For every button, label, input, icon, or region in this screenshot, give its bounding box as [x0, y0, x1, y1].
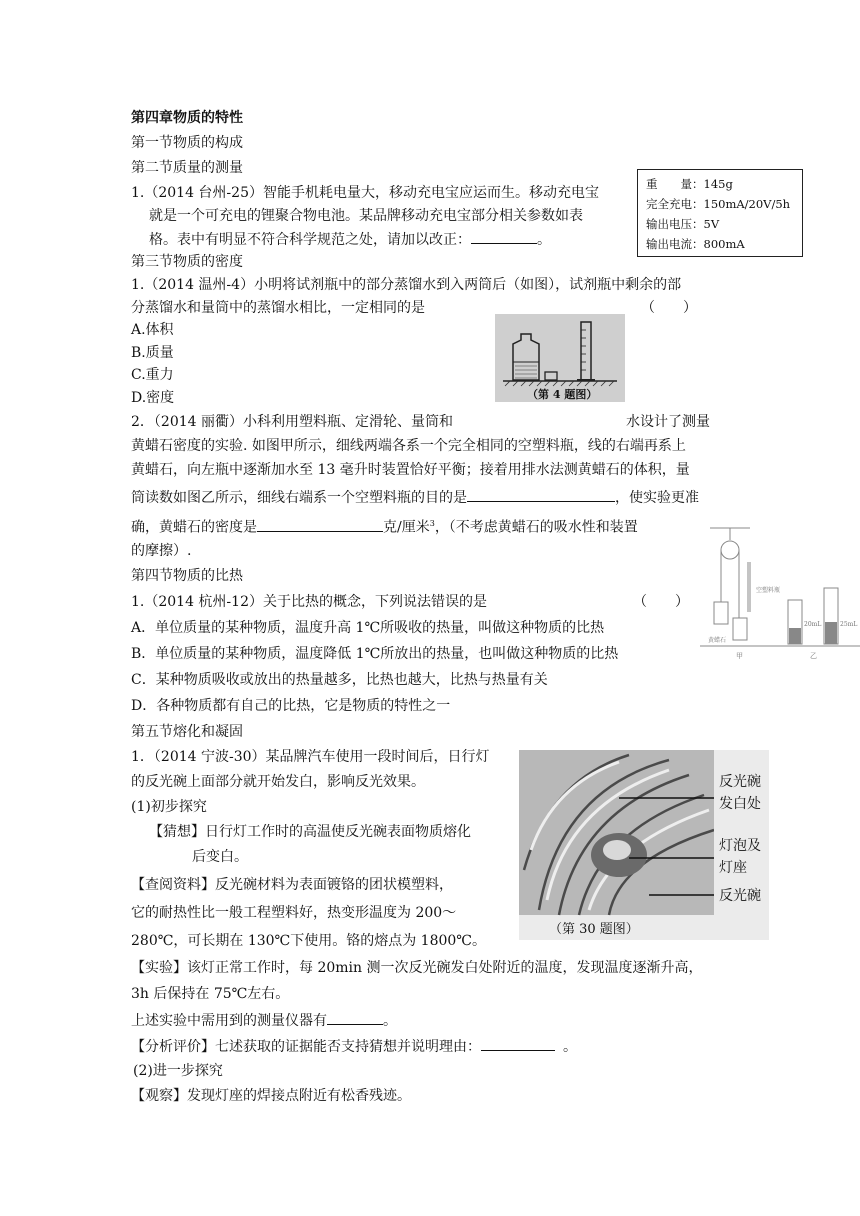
- answer-blank[interactable]: [467, 487, 615, 502]
- section-3-heading: 第三节物质的密度: [131, 254, 243, 270]
- spec-table: [637, 169, 803, 257]
- q3-2-line5-end: ，（不考虑黄蜡石的吸水性和装置: [434, 519, 638, 536]
- q5-1-hypothesis: 【猜想】日行灯工作时的高温使反光碗表面物质熔化: [149, 824, 471, 840]
- q5-1-line2: 的反光碗上面部分就开始发白，影响反光效果。: [131, 774, 425, 790]
- cylinder-reading-2: 25mL: [840, 621, 858, 628]
- q5-1-experiment-l2: 3h 后保持在 75℃左右。: [131, 986, 290, 1002]
- q5-1-evaluation-text: 【分析评价】七述获取的证据能否支持猜想并说明理由：: [131, 1039, 481, 1055]
- q5-1-observation: 【观察】发现灯座的焊接点附近有松香残迹。: [131, 1088, 411, 1104]
- unit-superscript: 3: [429, 519, 435, 528]
- q5-1-line3: (1)初步探究: [131, 799, 207, 815]
- q5-1-figure: [519, 750, 769, 940]
- label-bulb: 灯泡及: [719, 838, 761, 854]
- figure-caption: （第 30 题图）: [549, 922, 639, 937]
- q5-1-experiment: 【实验】该灯正常工作时，每 20min 测一次反光碗发白处附近的温度，发现温度逐渐升高，: [131, 960, 703, 976]
- q5-1-instruments: [131, 1010, 397, 1031]
- q3-2-line1b: 水设计了测量: [626, 414, 710, 430]
- q3-2-figure: [700, 522, 860, 672]
- answer-blank[interactable]: [481, 1036, 555, 1051]
- q3-1-option-b: B.质量: [131, 345, 174, 361]
- figure-label-a: 甲: [736, 652, 743, 660]
- q3-1-line2: 分蒸馏水和量筒中的蒸馏水相比，一定相同的是: [131, 300, 425, 316]
- label-reflector: 反光碗: [719, 774, 761, 790]
- answer-blank[interactable]: [257, 517, 383, 532]
- q4-1-option-b: B．单位质量的某种物质，温度降低 1℃所放出的热量，也叫做这种物质的比热: [131, 646, 619, 662]
- spec-row: 输出电流：800mA: [646, 237, 745, 251]
- answer-blank[interactable]: [327, 1010, 383, 1025]
- q5-1-hypothesis-cont: 后变白。: [192, 849, 248, 865]
- q5-1-research-l2: 它的耐热性比一般工程塑料好，热变形温度为 200～: [131, 905, 457, 921]
- density-unit: 克/厘米: [383, 519, 430, 536]
- figure-label-b: 乙: [810, 652, 817, 660]
- q2-1-line3-text: 格。表中有明显不符合科学规范之处，请加以改正：: [149, 232, 471, 248]
- answer-blank[interactable]: [471, 229, 537, 244]
- label-reflector-2: 反光碗: [719, 888, 761, 904]
- q3-2-line2: 黄蜡石密度的实验. 如图甲所示，细线两端各系一个完全相同的空塑料瓶，线的右端再系上: [131, 438, 686, 454]
- q3-1-option-d: D.密度: [131, 390, 175, 406]
- q2-1-line1: 1.（2014 台州-25）智能手机耗电量大，移动充电宝应运而生。移动充电宝: [131, 185, 599, 201]
- q2-1-line2: 就是一个可充电的锂聚合物电池。某品牌移动充电宝部分相关参数如表: [149, 208, 583, 224]
- stone-label: 黄蜡石: [708, 637, 727, 644]
- q5-1-evaluation: [131, 1036, 577, 1057]
- label-socket: 灯座: [719, 860, 747, 876]
- chapter-title: 第四章物质的特性: [131, 110, 243, 126]
- q3-2-line4-end: ，使实验更准: [615, 490, 699, 506]
- q2-1-line3: [149, 229, 551, 250]
- q3-2-line6: 的摩擦）.: [131, 543, 192, 559]
- section-1-heading: 第一节物质的构成: [131, 135, 243, 151]
- spec-row: 完全充电：150mA/20V/5h: [646, 197, 791, 211]
- cylinder-reading-1: 20mL: [804, 621, 822, 628]
- label-whitened: 发白处: [719, 796, 761, 812]
- q5-1-research-l3: 280℃，可长期在 130℃下使用。铬的熔点为 1800℃。: [131, 933, 486, 949]
- q3-1-option-c: C.重力: [131, 367, 174, 383]
- q3-2-line4: [131, 487, 699, 508]
- q3-1-answer-paren: （ ）: [641, 300, 697, 316]
- q5-1-further: (2)进一步探究: [133, 1063, 223, 1079]
- q3-2-line3: 黄蜡石，向左瓶中逐渐加水至 13 毫升时装置恰好平衡；接着用排水法测黄蜡石的体积，量: [131, 462, 690, 478]
- section-5-heading: 第五节熔化和凝固: [131, 724, 243, 740]
- q5-1-instruments-text: 上述实验中需用到的测量仪器有: [131, 1013, 327, 1029]
- q3-1-option-a: A.体积: [131, 322, 174, 338]
- q3-1-line1: 1.（2014 温州-4）小明将试剂瓶中的部分蒸馏水到入两筒后（如图），试剂瓶中剩余的部: [131, 277, 682, 293]
- q4-1-line1: 1.（2014 杭州-12）关于比热的概念，下列说法错误的是: [131, 594, 487, 610]
- q5-1-evaluation-end: 。: [563, 1039, 577, 1055]
- bottle-label: 空塑料瓶: [756, 587, 781, 594]
- section-2-heading: 第二节质量的测量: [131, 160, 243, 176]
- section-4-heading: 第四节物质的比热: [131, 568, 243, 584]
- q5-1-instruments-end: 。: [383, 1013, 397, 1029]
- q3-2-line4-text: 筒读数如图乙所示，细线右端系一个空塑料瓶的目的是: [131, 490, 467, 506]
- q4-1-option-a: A．单位质量的某种物质，温度升高 1℃所吸收的热量，叫做这种物质的比热: [131, 620, 605, 636]
- q5-1-research: 【查阅资料】反光碗材料为表面镀铬的团状模塑料，: [131, 877, 453, 893]
- q2-1-line3-end: 。: [537, 232, 551, 248]
- q4-1-option-c: C．某种物质吸收或放出的热量越多，比热也越大，比热与热量有关: [131, 672, 548, 688]
- q3-2-line5-text: 确，黄蜡石的密度是: [131, 519, 257, 536]
- pulley-apparatus-illustration: [700, 522, 860, 672]
- q3-2-line5: [131, 514, 638, 538]
- spec-row: 重 量：145g: [646, 177, 733, 191]
- q4-1-option-d: D．各种物质都有自己的比热，它是物质的特性之一: [131, 698, 451, 714]
- q4-1-answer-paren: （ ）: [633, 594, 689, 610]
- spec-row: 输出电压：5V: [646, 217, 720, 231]
- q3-2-line1a: 2．（2014 丽衢）小科利用塑料瓶、定滑轮、量筒和: [131, 414, 453, 430]
- figure-caption: （第 4 题图）: [527, 388, 598, 401]
- q3-1-figure: [495, 314, 625, 402]
- headlight-photo: [519, 750, 769, 940]
- q5-1-line1: 1．（2014 宁波-30）某品牌汽车使用一段时间后，日行灯: [131, 749, 490, 765]
